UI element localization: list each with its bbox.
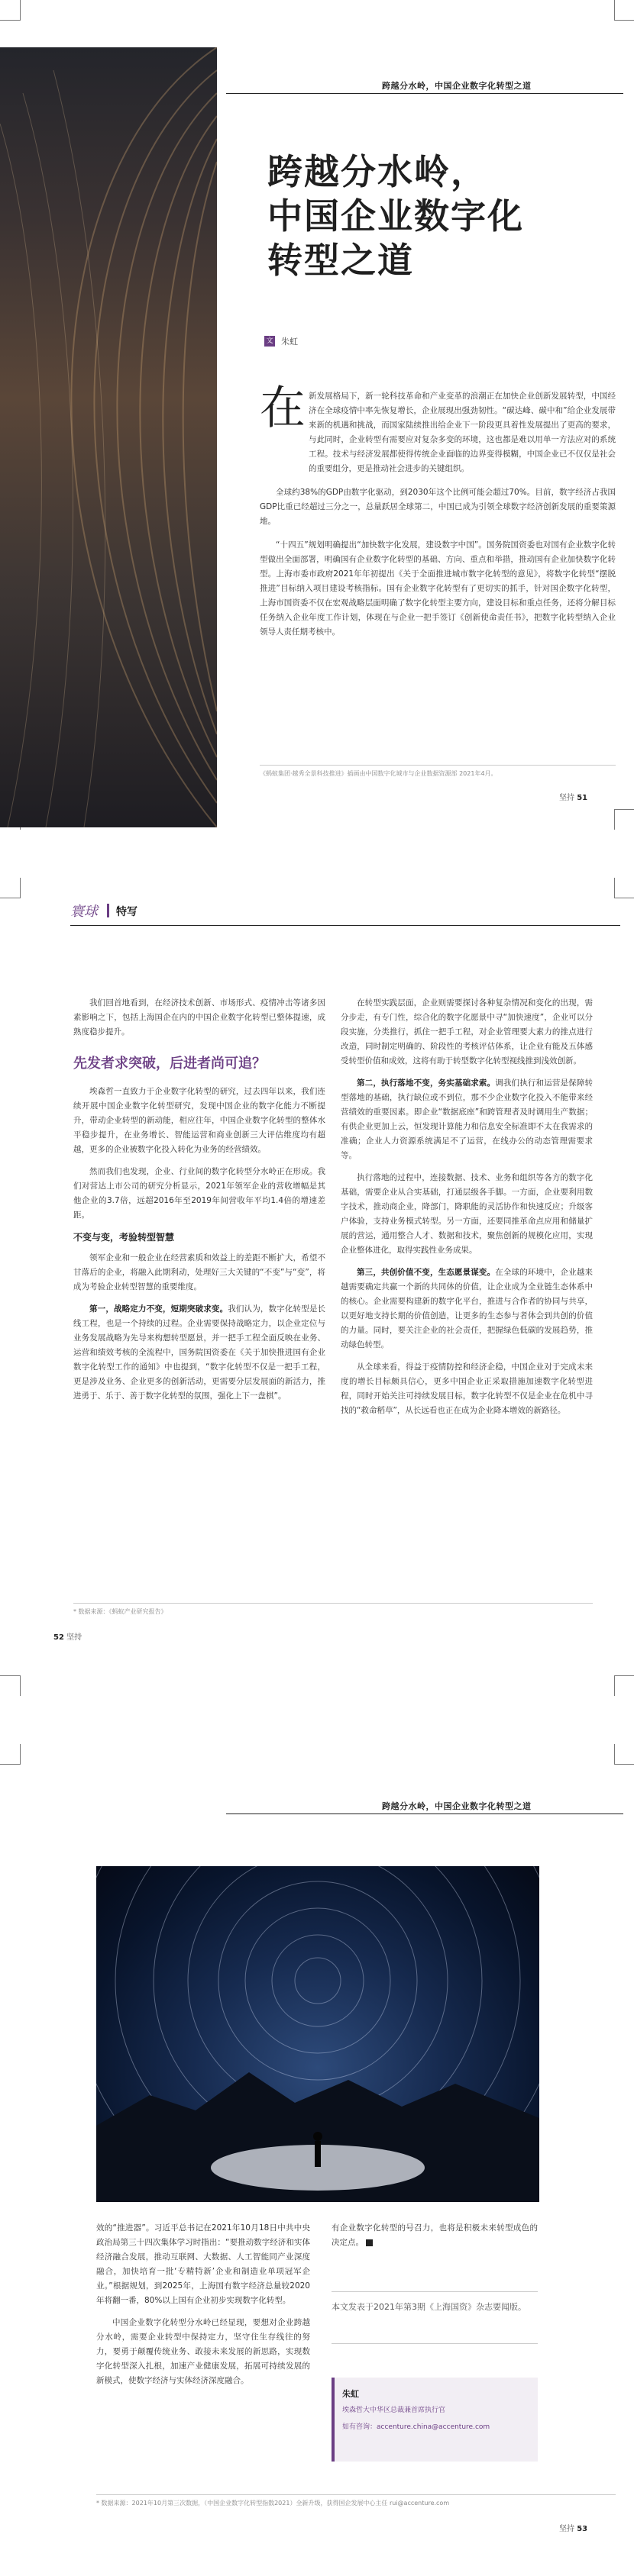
author-bio-box xyxy=(332,2378,538,2462)
building-curves-illustration xyxy=(0,47,217,827)
crop-mark xyxy=(614,0,634,21)
crop-mark xyxy=(614,1744,634,1765)
folio-label: 坚持 xyxy=(559,794,574,802)
star-trail-photo xyxy=(96,1866,539,2202)
bio-contact: 如有咨询：accenture.china@accenture.com xyxy=(342,2423,490,2431)
publication-note: 本文发表于2021年第3期《上海国资》杂志要闻版。 xyxy=(332,2302,526,2312)
lead-phrase: 第三，共创价值不变，生态愿景谋变。 xyxy=(357,1268,496,1277)
drop-cap: 在 xyxy=(260,382,306,435)
paragraph-text: 调我们执行和运营是保障转型落地的基础，执行缺位或不到位，那不少企业数字化投入不能带来经营绩效的重要因素。即企业“数据底座”和跨管理者及时调用生产数据；有供企业更加上云，恒发现计算能力和信息安全标准即不太在我需求的准确；企业人力资源系统满足不了运营，在线办公的动态管理需要求等。 xyxy=(341,1078,594,1160)
body-paragraph: 埃森哲一直致力于企业数字化转型的研究，过去四年以来，我们连续开展中国企业数字化转型研究，发现中国企业的数字化能力不断提升，带动企业转型的新动能，相应往年，中国企业数字化转型的整体水平稳步提升，在业务增长、智能运营和商业创新三大评估维度均有超越，更多的企业被数字化投入转化为业务的经营绩效。 xyxy=(73,1087,325,1154)
footnote: * 数据来源：2021年10月第三次数据，（中国企业数字化转型指数2021）全新升级，获得国企发展中心主任 rui@accenture.com xyxy=(96,2500,450,2507)
title-line: 跨越分水岭， xyxy=(267,151,487,192)
body-paragraph: 我们回首地看到，在经济技术创新、市场形式、疫情冲击等诸多因素影响之下，包括上海国企在内的中国企业数字化转型已整体提速，成熟度稳步提升。 xyxy=(73,998,325,1037)
paragraph-text: 我们认为，数字化转型是长线工程，也是一个持续的过程。企业需要保持战略定力，以企业定位与业务发展战略为先导来构想转型愿景，并一把手工程全面反映在业务、运营和绩效考核的全流程中，国务院国资委在《关于加快推进国有企业数字化转型工作的通知》中也提到，“数字化转型不仅是一把手工程，更是涉及业务、企业更多的创新活动，更需要分层发展面的新活力，推进勇于、乐于、善于数字化转型的氛围，强化上下一盘棋”。 xyxy=(73,1304,326,1401)
folio-label: 坚持 xyxy=(559,2525,574,2533)
body-paragraph xyxy=(341,1076,593,1163)
body-paragraph: 从全球来看，得益于疫情防控和经济企稳，中国企业对于完成未来度的增长目标颇具信心，更多中国企业正采取措施加速数字化转型进程，同时开始关注可持续发展目标，数字化转型不仅是企业在危机中寻找的“救命稻草”，从长远看也正在成为企业降本增效的新路径。 xyxy=(341,1362,593,1415)
running-head: 跨越分水岭，中国企业数字化转型之道 xyxy=(382,81,532,91)
body-paragraph xyxy=(341,1265,593,1352)
paragraph-text: 在全球的环境中，企业越来越需要确定共赢一个新的共同体的价值，让企业成为全业链生态体系中的核心。企业需要构建新的数字化平台，推进与合作者的协同与共享，以更好地支持长期的价值创造，让更多的生态参与者体会到共创的价值的力量。同时，要关注企业的社会责任，把握绿色低碳的发展趋势，推动绿色转型。 xyxy=(341,1268,594,1349)
page-number: 53 xyxy=(577,2525,588,2533)
footnote: * 数据来源：《蚂蚁产业研究报告》 xyxy=(73,1608,167,1615)
section-bar xyxy=(107,904,109,917)
crop-mark xyxy=(0,878,21,898)
lead-paragraph: 新发展格局下，新一轮科技革命和产业变革的浪潮正在加快企业创新发展转型，中国经济在全球疫情中率先恢复增长，企业展现出强劲韧性。“碳达峰、碳中和”给企业发展带来新的机遇和挑战，而国家陆续推出给企业下一阶段更具着性发展提出了更高的要求，与此同时，企业转型有需要应对复杂多变的环境，这也都是难以用单一方法应对的系统工程。技术与经济发展都使得传统企业面临的边界变得模糊，中国企业已不仅仅是社会的重要组分，更是推动社会进步的关键组织。 xyxy=(309,392,616,473)
body-paragraph: 效的“推进器”。习近平总书记在2021年10月18日中共中央政治局第三十四次集体学习时指出：“要推动数字经济和实体经济融合发展，推动互联网、大数据、人工智能同产业深度融合，加快培育一批‘专精特新’企业和制造业单项冠军企业。”根据规划，到2025年，上海国有数字经济总量较2020年将翻一番，80%以上国有企业初步实现数字化转型。 xyxy=(96,2223,310,2305)
footnote-rule xyxy=(96,2494,616,2495)
body-paragraph: 然而我们也发现，企业、行业间的数字化转型分水岭正在形成。我们对营达上市公司的研究分析显示，2021年领军企业的营收增幅是其他企业的3.7倍，远超2016年至2019年间营收年平均1.4倍的增速差距。 xyxy=(73,1167,325,1220)
bio-name: 朱虹 xyxy=(342,2389,359,2399)
body-paragraph: 执行落地的过程中，连接数据、技术、业务和组织等各方的数字化基础，需要企业从合实基础，打通层级各手脚。一方面，企业要利用数字技术，推动商企业，降部门，降职能的灵活协作和快速反应；升级客户体验，支持业务模式转型。另一方面，还要同推革命点应用和储量扩展的营运，通用整合人才、数据和技术，聚焦创新的规模化应用，实现企业整体进化，取得实践性业务成果。 xyxy=(341,1173,593,1255)
body-paragraph xyxy=(332,2221,538,2250)
running-head: 跨越分水岭，中国企业数字化转型之道 xyxy=(382,1801,532,1811)
heading-b: 不变与变，考验转型智慧 xyxy=(73,1232,175,1243)
crop-mark xyxy=(0,0,21,21)
lead-body xyxy=(260,389,616,649)
building-photo xyxy=(0,47,217,827)
author-chip: 文 xyxy=(264,336,275,347)
header-rule xyxy=(226,93,623,94)
lead-phrase: 第二，执行落地不变，务实基础求索。 xyxy=(357,1078,496,1088)
bio-title: 埃森哲大中华区总裁兼首席执行官 xyxy=(342,2407,446,2414)
paragraph-text: 有企业数字化转型的号召力，也将是积极未来转型成色的决定点。 xyxy=(332,2223,538,2247)
crop-mark xyxy=(614,878,634,898)
title-line: 中国企业数字化 xyxy=(267,195,524,237)
footnote-rule xyxy=(73,1603,593,1604)
author-name: 朱虹 xyxy=(281,337,298,347)
article-title xyxy=(267,150,596,282)
column-right xyxy=(341,996,593,1426)
page-folio xyxy=(559,2522,587,2533)
crop-mark xyxy=(614,809,634,830)
body-paragraph xyxy=(73,1302,325,1404)
page-folio xyxy=(559,791,587,802)
page-number: 51 xyxy=(577,794,588,802)
column-left xyxy=(96,2221,310,2396)
crop-mark xyxy=(0,1744,21,1765)
caption-rule xyxy=(260,765,616,766)
column-right xyxy=(332,2221,538,2258)
section-logo: 寰球 xyxy=(70,904,98,920)
column-left xyxy=(73,996,325,1411)
quote-rule xyxy=(332,2343,538,2344)
photo-caption: 《蚂蚁集团·越秀全景科技推进》插画由中国数字化城市与企业数据资源部 2021年4月。 xyxy=(260,770,497,777)
body-paragraph: 领军企业和一般企业在经营素质和效益上的差距不断扩大，希望不甘落后的企业，将融入此期利动，处理好三大关键的“不变”与“变”，将成为考验企业转型智慧的重要维度。 xyxy=(73,1253,325,1291)
body-paragraph: 中国企业数字化转型分水岭已经显现，要想对企业跨越分水岭，需要企业转型中保持定力，坚守住生存线往的努力，要勇于颠覆传统业务、敢接未来发展的新思路，实现数字化转型深入扎根，加速产业健康发展，拓展可持续发展的新模式，使数字经济与实体经济深度融合。 xyxy=(96,2318,310,2385)
page-folio xyxy=(53,1630,82,1642)
body-paragraph: “十四五”规划明确提出“加快数字化发展，建设数字中国”。国务院国资委也对国有企业数字化转型做出全面部署，明确国有企业数字化转型的基础、方向、重点和举措，推动国有企业加快数字化转型。上海市委市政府2021年年初提出《关于全面推进城市数字化转型的意见》，将数字化转型“摆脱推进”目标纳入项目建设考核指标。国有企业数字化转型有了更切实的抓手，针对国企数字化转型，上海市国资委不仅在宏观战略层面明确了数字化转型主要方向，建设目标和重点任务，还将分解目标任务纳入企业年度工作计划，体现在与企业一把手签订《创新使命责任书》，把数字化转型纳入企业领导人责任期考核中。 xyxy=(260,540,616,637)
crop-mark xyxy=(614,1675,634,1696)
page-number: 52 xyxy=(53,1633,64,1642)
author-bio-bar xyxy=(332,2378,335,2462)
star-trails-illustration xyxy=(96,1866,539,2202)
title-line: 转型之道 xyxy=(267,240,414,281)
quote-rule xyxy=(332,2291,538,2292)
folio-label: 坚持 xyxy=(66,1633,82,1642)
heading-a: 先发者求突破，后进者尚可追？ xyxy=(73,1056,266,1072)
header-rule xyxy=(70,925,620,926)
body-paragraph: 全球约38%的GDP由数字化驱动，到2030年这个比例可能会超过70%。目前，数字经济占我国GDP比重已经超过三分之一，总量跃居全球第二，中国已成为引领全球数字经济创新发展的重要策源地。 xyxy=(260,488,616,526)
lead-phrase: 第一，战略定力不变，短期突破求变。 xyxy=(89,1304,228,1314)
section-label: 特写 xyxy=(116,906,137,918)
body-paragraph: 在转型实践层面，企业则需要探讨各种复杂情况和变化的出现，需分步走，有专门性，综合化的数字化愿景中寻“加快速度”，企业可以分段实施，分类推行，抓住一把手工程，对企业管理要大素力的推点进行改造，同时制定明确的、阶段性的考核评估体系，让企业有能及五体感受转型价值和成效，这将有助于转型数字化转型视线推到浅效创新。 xyxy=(341,998,593,1066)
crop-mark xyxy=(0,1675,21,1696)
end-mark-icon xyxy=(366,2239,373,2246)
